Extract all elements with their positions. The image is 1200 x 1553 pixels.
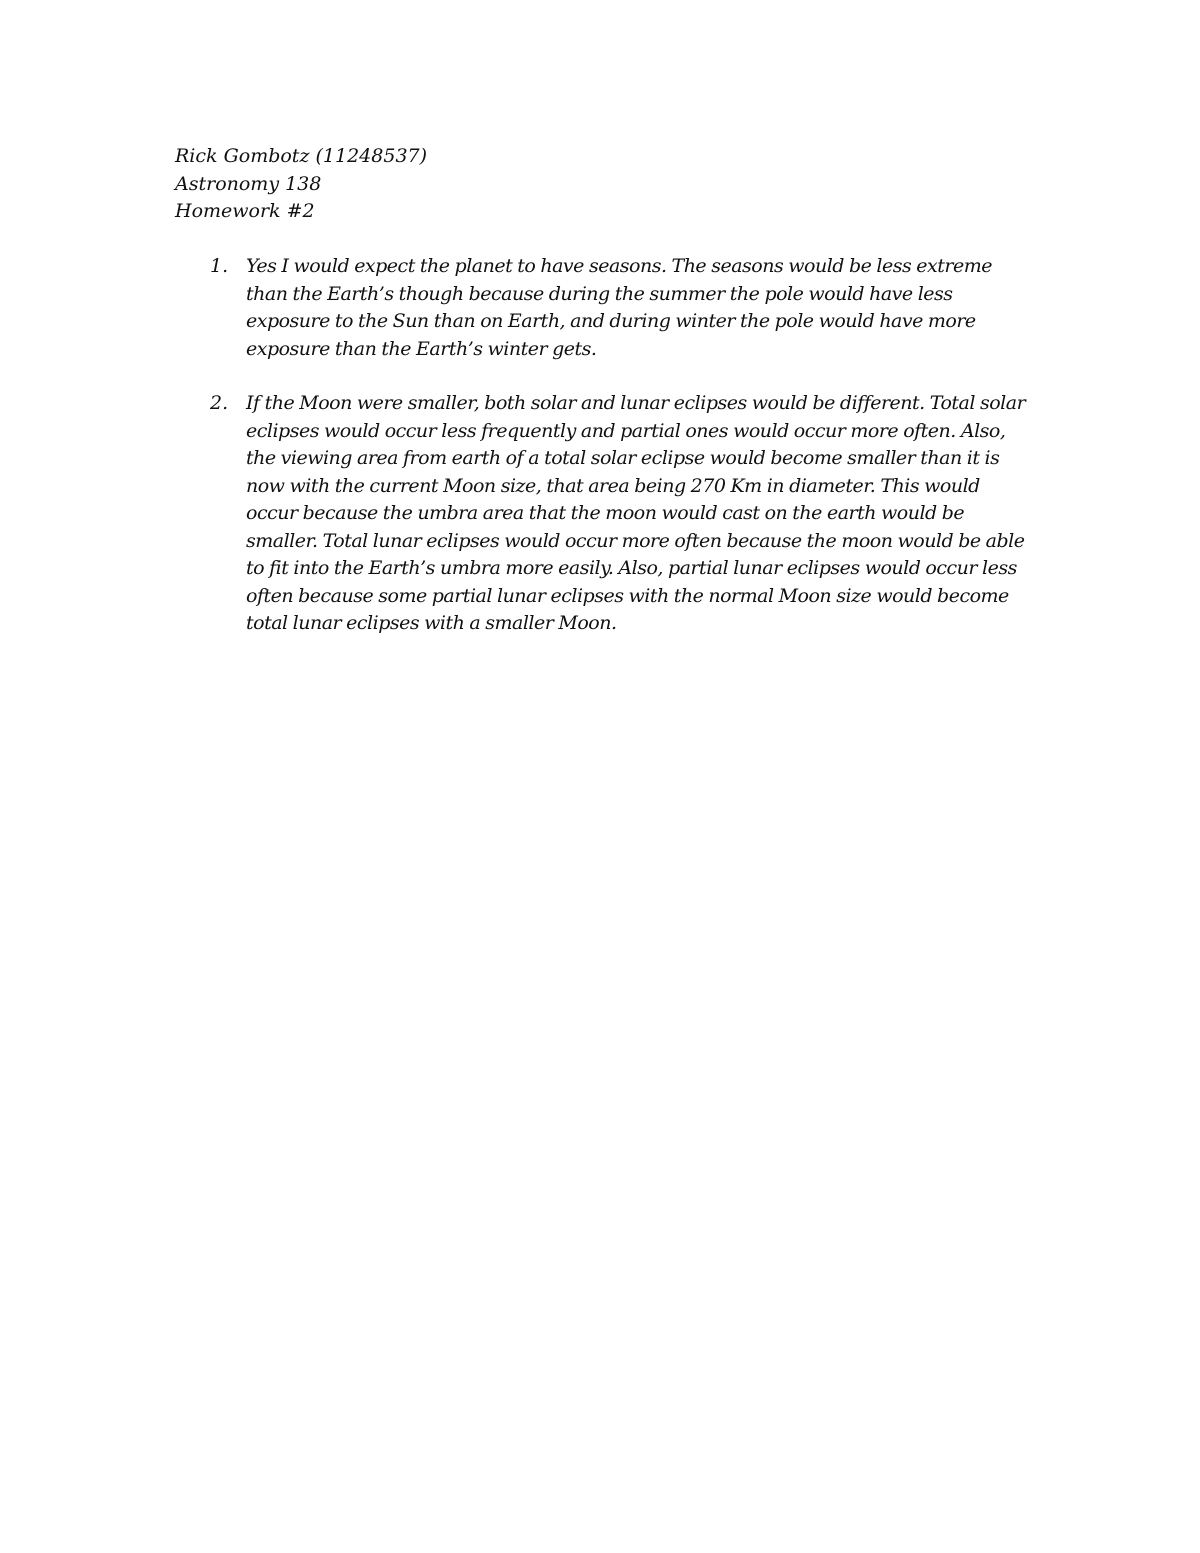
answer-item-1 xyxy=(0,253,1200,363)
document-header xyxy=(175,143,427,226)
answer-list xyxy=(0,253,1200,665)
answer-item-2 xyxy=(0,390,1200,638)
student-name: Rick Gombotz (11248537) xyxy=(175,145,428,167)
answer-text: If the Moon were smaller, both solar and lunar eclipses would be different. Total solar eclipses would occur less frequently and partial ones would occur more often. Also, the viewing area from earth of a total solar eclipse would become smaller than it is now with the current Moon size, that area being 270 Km in diameter. This would occur because the umbra area that the moon would cast on the earth would be smaller. Total lunar eclipses would occur more often because the moon would be able to fit into the Earth’s umbra more easily. Also, partial lunar eclipses would occur less often because some partial lunar eclipses with the normal Moon size would become total lunar eclipses with a smaller Moon. xyxy=(246,392,1026,634)
course-name: Astronomy 138 xyxy=(175,172,322,195)
answer-number: 1. xyxy=(210,255,229,277)
answer-text: Yes I would expect the planet to have seasons. The seasons would be less extreme than the Earth’s though because during the summer the pole would have less exposure to the Sun than on Earth, and during winter the pole would have more exposure than the Earth’s winter gets. xyxy=(246,255,992,360)
answer-number: 2. xyxy=(210,392,229,414)
assignment-title: Homework #2 xyxy=(175,200,315,222)
